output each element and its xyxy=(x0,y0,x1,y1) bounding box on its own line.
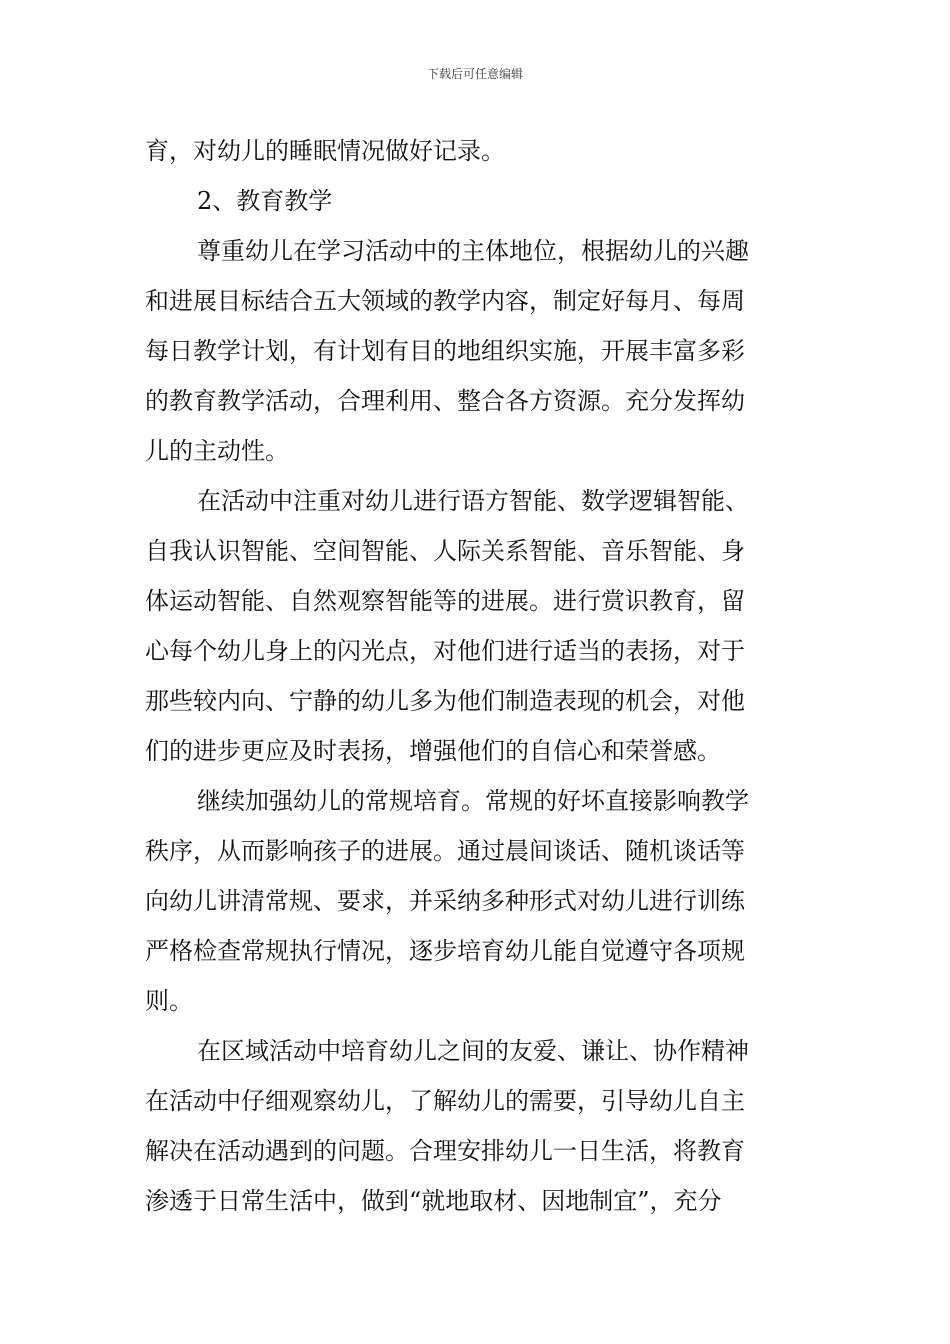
body-text xyxy=(145,126,810,1226)
text-line: 向幼儿讲清常规、要求，并采纳多种形式对幼儿进行训练 xyxy=(145,887,745,915)
text-line: 自我认识智能、空间智能、人际关系智能、音乐智能、身 xyxy=(145,537,745,565)
text-line: 儿的主动性。 xyxy=(145,437,289,465)
text-line: 继续加强幼儿的常规培育。常规的好坏直接影响教学 xyxy=(197,787,749,815)
text-line: 秩序，从而影响孩子的进展。通过晨间谈话、随机谈话等 xyxy=(145,837,745,865)
text-line: 和进展目标结合五大领域的教学内容，制定好每月、每周 xyxy=(145,287,745,315)
header-note: 下载后可任意编辑 xyxy=(426,67,523,81)
text-line: 在区域活动中培育幼儿之间的友爱、谦让、协作精神 xyxy=(197,1037,749,1065)
text-line: 严格检查常规执行情况，逐步培育幼儿能自觉遵守各项规 xyxy=(145,937,745,965)
text-line: 的教育教学活动，合理利用、整合各方资源。充分发挥幼 xyxy=(145,387,745,415)
text-line: 们的进步更应及时表扬，增强他们的自信心和荣誉感。 xyxy=(145,737,721,765)
text-line: 那些较内向、宁静的幼儿多为他们制造表现的机会，对他 xyxy=(145,687,745,715)
text-line: 渗透于日常生活中，做到“就地取材、因地制宜”，充分 xyxy=(145,1187,722,1215)
text-line: 2、教育教学 xyxy=(197,187,333,215)
text-line: 则。 xyxy=(145,987,193,1015)
text-line: 体运动智能、自然观察智能等的进展。进行赏识教育，留 xyxy=(145,587,745,615)
text-line: 每日教学计划，有计划有目的地组织实施，开展丰富多彩 xyxy=(145,337,745,365)
text-line: 解决在活动遇到的问题。合理安排幼儿一日生活，将教育 xyxy=(145,1137,745,1165)
text-line: 育，对幼儿的睡眠情况做好记录。 xyxy=(145,137,505,165)
text-line: 在活动中注重对幼儿进行语方智能、数学逻辑智能、 xyxy=(197,487,749,515)
text-line: 尊重幼儿在学习活动中的主体地位，根据幼儿的兴趣 xyxy=(197,237,749,265)
text-line: 在活动中仔细观察幼儿，了解幼儿的需要，引导幼儿自主 xyxy=(145,1087,745,1115)
text-line: 心每个幼儿身上的闪光点，对他们进行适当的表扬，对于 xyxy=(145,637,745,665)
